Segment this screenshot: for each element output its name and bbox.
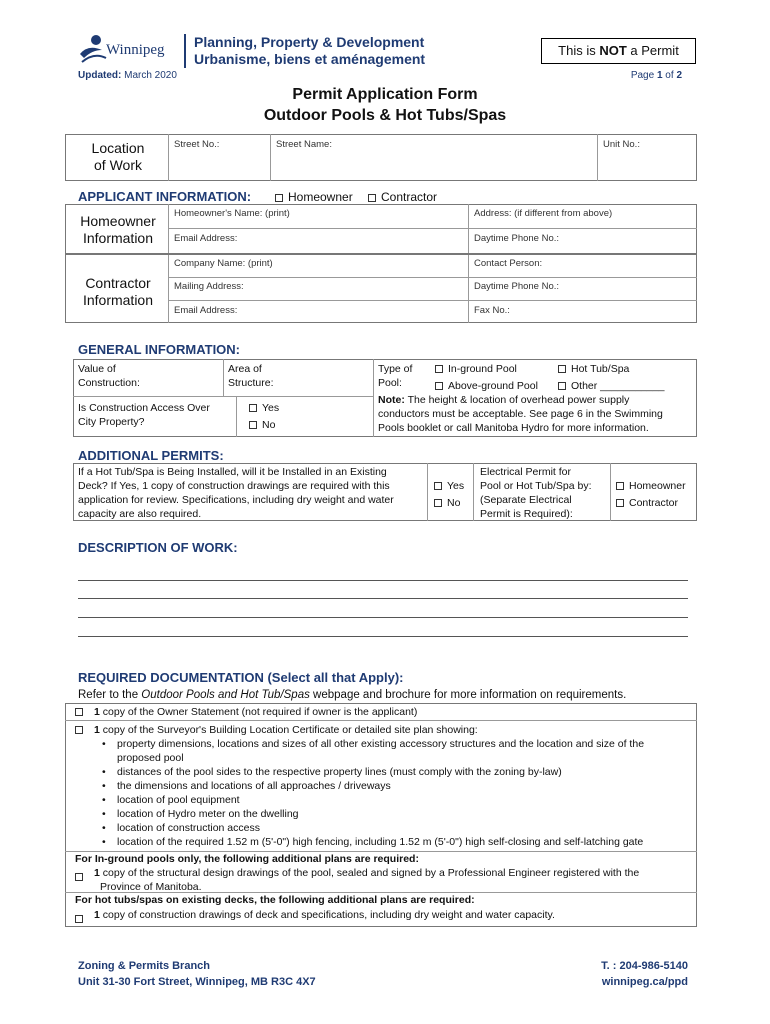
description-heading: DESCRIPTION OF WORK: xyxy=(78,540,238,555)
updated-date: Updated: March 2020 xyxy=(78,70,177,81)
footer-address: Unit 31-30 Fort Street, Winnipeg, MB R3C 4X7 xyxy=(78,976,316,988)
site-plan-bullet: • location of pool equipment xyxy=(117,793,240,807)
applicant-heading: APPLICANT INFORMATION: xyxy=(78,189,252,204)
applicant-homeowner-option[interactable]: Homeowner xyxy=(275,190,353,204)
checkbox-icon[interactable] xyxy=(75,708,83,716)
divider xyxy=(373,359,374,437)
contractor-email-field[interactable]: Email Address: xyxy=(174,305,238,316)
city-logo xyxy=(78,32,426,72)
divider xyxy=(610,463,611,521)
checkbox-icon[interactable] xyxy=(275,194,283,202)
divider xyxy=(65,253,697,255)
access-no-option[interactable]: No xyxy=(249,418,275,432)
hottub-additional-heading: For hot tubs/spas on existing decks, the following additional plans are required: xyxy=(75,894,475,906)
site-plan-item[interactable]: 1 copy of the Surveyor's Building Location Certificate or detailed site plan showing: xyxy=(75,723,478,737)
structural-drawings-item[interactable]: 1 copy of the structural design drawings of the pool, sealed and signed by a Professional Engineer registered with the xyxy=(75,866,695,881)
site-plan-bullet: • location of Hydro meter on the dwelling xyxy=(117,807,299,821)
required-docs-reference: Refer to the Outdoor Pools and Hot Tub/Spas webpage and brochure for more information on requirements. xyxy=(78,689,627,701)
description-line[interactable] xyxy=(78,598,688,599)
description-line[interactable] xyxy=(78,580,688,581)
electrical-permit-label: Electrical Permit for Pool or Hot Tub/Spa by: (Separate Electrical Permit is Required): xyxy=(480,466,592,520)
form-title: Permit Application Form xyxy=(292,86,478,103)
required-docs-heading: REQUIRED DOCUMENTATION (Select all that Apply): xyxy=(78,670,404,685)
site-plan-bullet: • the dimensions and locations of all approaches / driveways xyxy=(117,779,391,793)
site-plan-bullet: • location of the required 1.52 m (5'-0") high fencing, including 1.52 m (5'-0") high self-closing and self-latching gate xyxy=(117,835,643,849)
deck-no-option[interactable]: No xyxy=(434,496,460,510)
divider xyxy=(168,134,169,181)
other-pool-option[interactable]: Other ___________ xyxy=(558,379,664,393)
company-name-field[interactable]: Company Name: (print) xyxy=(174,258,273,269)
location-label: Location of Work xyxy=(91,140,145,173)
street-number-field[interactable]: Street No.: xyxy=(174,139,220,150)
divider xyxy=(168,228,697,229)
form-subtitle: Outdoor Pools & Hot Tubs/Spas xyxy=(263,107,507,124)
divider xyxy=(73,396,373,397)
checkbox-icon[interactable] xyxy=(75,915,83,923)
inground-pool-option[interactable]: In-ground Pool xyxy=(435,362,517,376)
electrical-contractor-option[interactable]: Contractor xyxy=(616,496,678,510)
type-of-pool-label: Type of Pool: xyxy=(378,363,413,389)
site-plan-bullet: • property dimensions, locations and sizes of all other existing accessory structures and the location and size of the xyxy=(117,737,644,751)
area-of-structure-field[interactable]: Area of Structure: xyxy=(228,363,274,389)
checkbox-icon[interactable] xyxy=(434,499,442,507)
department-name-en: Planning, Property & Development xyxy=(194,34,425,50)
divider xyxy=(468,204,469,323)
checkbox-icon[interactable] xyxy=(435,382,443,390)
above-ground-pool-option[interactable]: Above-ground Pool xyxy=(435,379,538,393)
divider xyxy=(597,134,598,181)
email-field[interactable]: Email Address: xyxy=(174,233,238,244)
page-number: Page 1 of 2 xyxy=(630,70,682,81)
divider xyxy=(168,204,169,323)
checkbox-icon[interactable] xyxy=(249,421,257,429)
contractor-phone-field[interactable]: Daytime Phone No.: xyxy=(474,281,560,292)
access-yes-option[interactable]: Yes xyxy=(249,401,279,415)
checkbox-icon[interactable] xyxy=(616,482,624,490)
deck-drawings-item[interactable]: 1 copy of construction drawings of deck and specifications, including dry weight and water capacity. xyxy=(75,908,555,923)
description-line[interactable] xyxy=(78,636,688,637)
checkbox-icon[interactable] xyxy=(368,194,376,202)
department-name-fr: Urbanisme, biens et aménagement xyxy=(194,51,426,67)
general-heading: GENERAL INFORMATION: xyxy=(78,342,241,357)
outdoor-pools-link[interactable]: Outdoor Pools and Hot Tub/Spas xyxy=(141,689,310,701)
address-field[interactable]: Address: (if different from above) xyxy=(474,208,613,219)
owner-statement-item[interactable]: 1 copy of the Owner Statement (not required if owner is the applicant) xyxy=(75,705,417,719)
divider xyxy=(65,720,697,721)
hot-tub-option[interactable]: Hot Tub/Spa xyxy=(558,362,629,376)
inground-additional-heading: For In-ground pools only, the following additional plans are required: xyxy=(75,853,419,865)
not-a-permit-notice: This is NOT a Permit xyxy=(541,38,696,64)
unit-number-field[interactable]: Unit No.: xyxy=(603,139,640,150)
checkbox-icon[interactable] xyxy=(616,499,624,507)
divider xyxy=(223,359,224,396)
logo-divider xyxy=(184,34,186,68)
electrical-homeowner-option[interactable]: Homeowner xyxy=(616,479,686,493)
hot-tub-deck-question: If a Hot Tub/Spa is Being Installed, will it be Installed in an Existing Deck? If Yes, 1 copy of construction drawings are required with this application for review. Specifications, including dry weight and water capacity are also required. xyxy=(78,466,394,520)
checkbox-icon[interactable] xyxy=(75,873,83,881)
checkbox-icon[interactable] xyxy=(249,404,257,412)
checkbox-icon[interactable] xyxy=(434,482,442,490)
divider xyxy=(427,463,428,521)
divider xyxy=(168,300,697,301)
divider xyxy=(473,463,474,521)
divider xyxy=(270,134,271,181)
daytime-phone-field[interactable]: Daytime Phone No.: xyxy=(474,233,560,244)
homeowner-name-field[interactable]: Homeowner's Name: (print) xyxy=(174,208,290,219)
site-plan-bullet-continuation: proposed pool xyxy=(117,752,184,764)
city-name: Winnipeg xyxy=(106,42,165,58)
fax-field[interactable]: Fax No.: xyxy=(474,305,510,316)
homeowner-info-label: Homeowner Information xyxy=(80,213,156,246)
contact-person-field[interactable]: Contact Person: xyxy=(474,258,543,269)
description-line[interactable] xyxy=(78,617,688,618)
checkbox-icon[interactable] xyxy=(435,365,443,373)
applicant-contractor-option[interactable]: Contractor xyxy=(368,190,437,204)
value-of-construction-field[interactable]: Value of Construction: xyxy=(78,363,140,389)
checkbox-icon[interactable] xyxy=(558,365,566,373)
winnipeg-emblem-icon xyxy=(78,32,108,68)
additional-permits-heading: ADDITIONAL PERMITS: xyxy=(78,448,224,463)
checkbox-icon[interactable] xyxy=(75,726,83,734)
structural-drawings-continuation: Province of Manitoba. xyxy=(100,881,202,893)
divider xyxy=(236,396,237,437)
street-name-field[interactable]: Street Name: xyxy=(276,139,332,150)
site-plan-bullet: • location of construction access xyxy=(117,821,260,835)
footer-website[interactable]: winnipeg.ca/ppd xyxy=(601,976,688,988)
site-plan-bullet: • distances of the pool sides to the respective property lines (must comply with the zoning by-law) xyxy=(117,765,562,779)
contractor-info-label: Contractor Information xyxy=(82,275,154,308)
deck-yes-option[interactable]: Yes xyxy=(434,479,464,493)
construction-access-question: Is Construction Access Over City Property? xyxy=(78,402,210,428)
footer-phone: T. : 204-986-5140 xyxy=(601,960,688,972)
divider xyxy=(168,277,697,278)
mailing-address-field[interactable]: Mailing Address: xyxy=(174,281,244,292)
power-supply-note: Note: The height & location of overhead power supply conductors must be acceptable. See page 6 in the Swimming Pools booklet or call Manitoba Hydro for more information. xyxy=(378,394,663,434)
footer-branch: Zoning & Permits Branch xyxy=(78,960,211,972)
checkbox-icon[interactable] xyxy=(558,382,566,390)
